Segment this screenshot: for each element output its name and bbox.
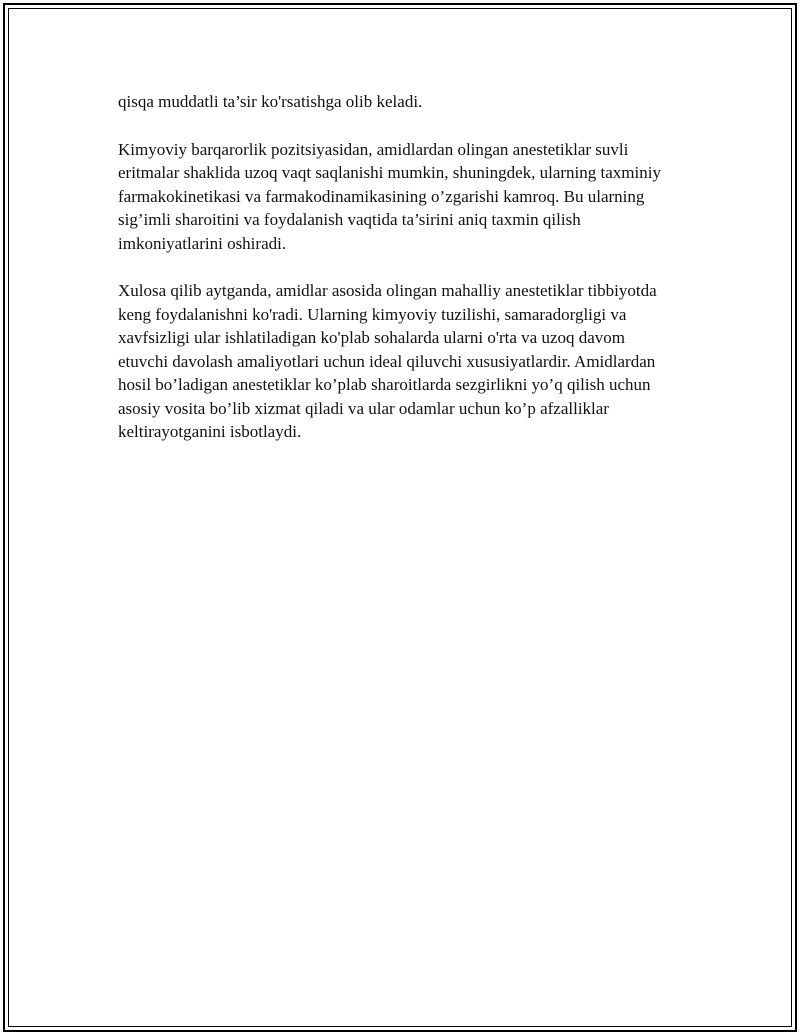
paragraph-1: qisqa muddatli ta’sir ko'rsatishga olib keladi.	[118, 92, 423, 111]
paragraph-3: Xulosa qilib aytganda, amidlar asosida olingan mahalliy anestetiklar tibbiyotda keng foydalanishni ko'radi. Ularning kimyoviy tuzilishi, samaradorgligi va xavfsizligi ular ishlatiladigan ko'plab sohalarda ularni o'rta va uzoq davom etuvchi davolash amaliyotlari uchun ideal qiluvchi xususiyatlardir. Amidlardan hosil bo’ladigan anestetiklar ko’plab sharoitlarda sezgirlikni yo’q qilish uchun asosiy vosita bo’lib xizmat qiladi va ular odamlar uchun ko’p afzalliklar keltirayotganini isbotlaydi.	[118, 281, 657, 441]
document-body	[118, 90, 678, 468]
paragraph-2: Kimyoviy barqarorlik pozitsiyasidan, amidlardan olingan anestetiklar suvli eritmalar shaklida uzoq vaqt saqlanishi mumkin, shuningdek, ularning taxminiy farmakokinetikasi va farmakodinamikasining o’zgarishi kamroq. Bu ularning sig’imli sharoitini va foydalanish vaqtida ta’sirini aniq taxmin qilish imkoniyatlarini oshiradi.	[118, 139, 661, 253]
